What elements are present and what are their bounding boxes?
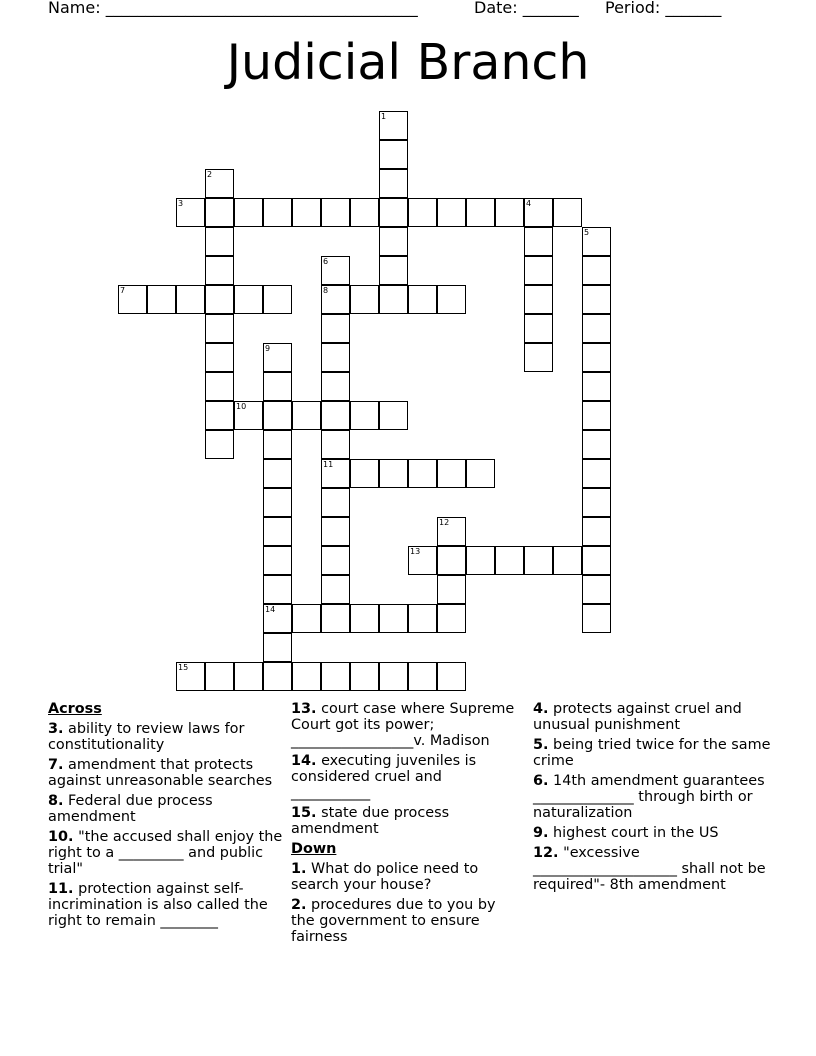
clue-text: protection against self-incrimination is also called the right to remain ________ [48,881,268,929]
crossword-cell[interactable] [553,546,582,575]
crossword-cell[interactable] [263,517,292,546]
crossword-cell[interactable] [176,198,205,227]
crossword-cell[interactable] [437,459,466,488]
crossword-cell[interactable] [582,430,611,459]
clue-across-3 [48,721,288,753]
crossword-cell[interactable] [379,227,408,256]
crossword-cell[interactable] [263,430,292,459]
clue-down-9 [533,825,773,841]
down-heading: Down [291,841,337,857]
crossword-cell[interactable] [321,256,350,285]
crossword-cell[interactable] [408,546,437,575]
crossword-cell[interactable] [205,662,234,691]
crossword-cell[interactable] [582,343,611,372]
crossword-cell[interactable] [321,575,350,604]
clue-text: "excessive ____________________ shall not be required"- 8th amendment [533,845,766,893]
crossword-cell[interactable] [408,459,437,488]
crossword-cell[interactable] [524,285,553,314]
name-blank: _______________________________________ [105,0,418,17]
crossword-cell[interactable] [582,314,611,343]
crossword-cell[interactable] [263,343,292,372]
crossword-cell[interactable] [582,372,611,401]
crossword-cell[interactable] [205,198,234,227]
crossword-cell[interactable] [582,285,611,314]
crossword-cell[interactable] [350,459,379,488]
clue-column-3 [533,701,773,897]
crossword-cell[interactable] [176,662,205,691]
clue-number: 11. [48,881,74,897]
crossword-cell[interactable] [263,575,292,604]
crossword-cell[interactable] [321,662,350,691]
clue-number: 4. [533,701,549,717]
crossword-cell[interactable] [408,662,437,691]
crossword-cell[interactable] [379,604,408,633]
clue-number: 14. [291,753,317,769]
clue-across-14 [291,753,521,801]
crossword-cell[interactable] [379,111,408,140]
across-heading: Across [48,701,102,717]
cell-number: 10 [236,402,247,411]
crossword-cell[interactable] [582,604,611,633]
crossword-cell[interactable] [263,198,292,227]
crossword-cell[interactable] [379,198,408,227]
clue-text: amendment that protects against unreasonable searches [48,757,273,789]
clue-number: 6. [533,773,549,789]
crossword-cell[interactable] [205,343,234,372]
cell-number: 1 [381,112,387,121]
crossword-cell[interactable] [350,401,379,430]
clue-down-1 [291,861,521,893]
page-title: Judicial Branch [226,34,590,91]
clue-text: procedures due to you by the government to ensure fairness [291,897,496,945]
cell-number: 13 [410,547,421,556]
crossword-cell[interactable] [553,198,582,227]
crossword-cell[interactable] [379,285,408,314]
crossword-cell[interactable] [321,198,350,227]
crossword-cell[interactable] [292,662,321,691]
clue-text: 14th amendment guarantees ______________ through birth or naturalization [533,773,765,821]
crossword-cell[interactable] [321,517,350,546]
crossword-cell[interactable] [466,198,495,227]
clue-number: 8. [48,793,64,809]
crossword-cell[interactable] [408,285,437,314]
crossword-cell[interactable] [582,401,611,430]
crossword-cell[interactable] [263,662,292,691]
crossword-cell[interactable] [582,459,611,488]
crossword-cell[interactable] [263,285,292,314]
crossword-cell[interactable] [321,459,350,488]
clue-across-10 [48,829,288,877]
crossword-cell[interactable] [321,314,350,343]
cell-number: 14 [265,605,276,614]
crossword-cell[interactable] [495,198,524,227]
crossword-cell[interactable] [582,546,611,575]
crossword-cell[interactable] [379,401,408,430]
crossword-cell[interactable] [437,662,466,691]
crossword-cell[interactable] [263,488,292,517]
crossword-cell[interactable] [379,256,408,285]
clue-down-2 [291,897,521,945]
crossword-cell[interactable] [292,198,321,227]
clue-number: 3. [48,721,64,737]
clue-number: 7. [48,757,64,773]
crossword-cell[interactable] [437,546,466,575]
clue-text: What do police need to search your house? [291,861,479,893]
crossword-cell[interactable] [582,227,611,256]
cell-number: 5 [584,228,590,237]
crossword-cell[interactable] [292,401,321,430]
clue-across-8 [48,793,288,825]
cell-number: 9 [265,344,271,353]
period-blank: _______ [665,0,722,17]
crossword-cell[interactable] [582,517,611,546]
crossword-cell[interactable] [147,285,176,314]
crossword-cell[interactable] [292,604,321,633]
crossword-cell[interactable] [205,314,234,343]
crossword-cell[interactable] [379,459,408,488]
cell-number: 15 [178,663,189,672]
cell-number: 7 [120,286,126,295]
clue-down-12 [533,845,773,893]
crossword-cell[interactable] [379,662,408,691]
crossword-cell[interactable] [524,256,553,285]
crossword-cell[interactable] [205,256,234,285]
crossword-cell[interactable] [466,546,495,575]
clue-number: 9. [533,825,549,841]
crossword-cell[interactable] [321,343,350,372]
crossword-cell[interactable] [263,459,292,488]
crossword-cell[interactable] [321,372,350,401]
crossword-cell[interactable] [321,488,350,517]
crossword-cell[interactable] [350,662,379,691]
crossword-cell[interactable] [263,546,292,575]
cell-number: 6 [323,257,329,266]
crossword-cell[interactable] [437,604,466,633]
crossword-cell[interactable] [205,401,234,430]
crossword-cell[interactable] [437,198,466,227]
crossword-cell[interactable] [234,401,263,430]
clue-text: court case where Supreme Court got its power; _________________v. Madison [291,701,515,749]
clue-across-15 [291,805,521,837]
crossword-cell[interactable] [205,372,234,401]
crossword-cell[interactable] [524,198,553,227]
crossword-cell[interactable] [234,662,263,691]
clue-text: being tried twice for the same crime [533,737,771,769]
crossword-cell[interactable] [263,604,292,633]
crossword-cell[interactable] [205,169,234,198]
crossword-cell[interactable] [321,430,350,459]
clue-text: ability to review laws for constitutionality [48,721,245,753]
crossword-cell[interactable] [379,169,408,198]
clue-down-5 [533,737,773,769]
date-label: Date: [474,0,518,17]
crossword-cell[interactable] [524,546,553,575]
clue-text: highest court in the US [548,825,719,841]
crossword-cell[interactable] [582,488,611,517]
crossword-cell[interactable] [234,198,263,227]
crossword-cell[interactable] [321,604,350,633]
crossword-cell[interactable] [205,430,234,459]
clue-down-6 [533,773,773,821]
clue-across-7 [48,757,288,789]
crossword-cell[interactable] [408,604,437,633]
crossword-cell[interactable] [263,633,292,662]
crossword-cell[interactable] [350,198,379,227]
cell-number: 2 [207,170,213,179]
cell-number: 3 [178,199,184,208]
crossword-cell[interactable] [524,314,553,343]
crossword-cell[interactable] [263,372,292,401]
crossword-cell[interactable] [205,227,234,256]
crossword-cell[interactable] [321,546,350,575]
clue-number: 15. [291,805,317,821]
crossword-cell[interactable] [234,285,263,314]
clue-number: 13. [291,701,317,717]
crossword-cell[interactable] [350,285,379,314]
cell-number: 12 [439,518,450,527]
date-blank: _______ [522,0,579,17]
cell-number: 4 [526,199,532,208]
clue-text: "the accused shall enjoy the right to a _________ and public trial" [48,829,283,877]
crossword-cell[interactable] [263,401,292,430]
crossword-cell[interactable] [466,459,495,488]
crossword-cell[interactable] [321,285,350,314]
cell-number: 11 [323,460,334,469]
crossword-cell[interactable] [437,285,466,314]
crossword-cell[interactable] [524,227,553,256]
crossword-cell[interactable] [582,575,611,604]
clue-number: 1. [291,861,307,877]
period-label: Period: [605,0,661,17]
crossword-cell[interactable] [379,140,408,169]
name-label: Name: [48,0,101,17]
crossword-cell[interactable] [495,546,524,575]
crossword-cell[interactable] [176,285,205,314]
crossword-cell[interactable] [118,285,147,314]
clue-number: 12. [533,845,559,861]
crossword-cell[interactable] [205,285,234,314]
clue-column-1 [48,701,288,933]
crossword-cell[interactable] [437,575,466,604]
clue-across-11 [48,881,288,929]
crossword-cell[interactable] [582,256,611,285]
crossword-cell[interactable] [350,604,379,633]
crossword-cell[interactable] [321,401,350,430]
clue-text: Federal due process amendment [48,793,213,825]
clue-column-2 [291,701,521,949]
clue-text: protects against cruel and unusual punishment [533,701,742,733]
clue-text: executing juveniles is considered cruel and ___________ [291,753,477,801]
clue-across-13 [291,701,521,749]
clue-text: state due process amendment [291,805,450,837]
clue-number: 5. [533,737,549,753]
cell-number: 8 [323,286,329,295]
crossword-cell[interactable] [408,198,437,227]
crossword-cell[interactable] [437,517,466,546]
clue-down-4 [533,701,773,733]
clue-number: 2. [291,897,307,913]
clue-number: 10. [48,829,74,845]
crossword-cell[interactable] [524,343,553,372]
